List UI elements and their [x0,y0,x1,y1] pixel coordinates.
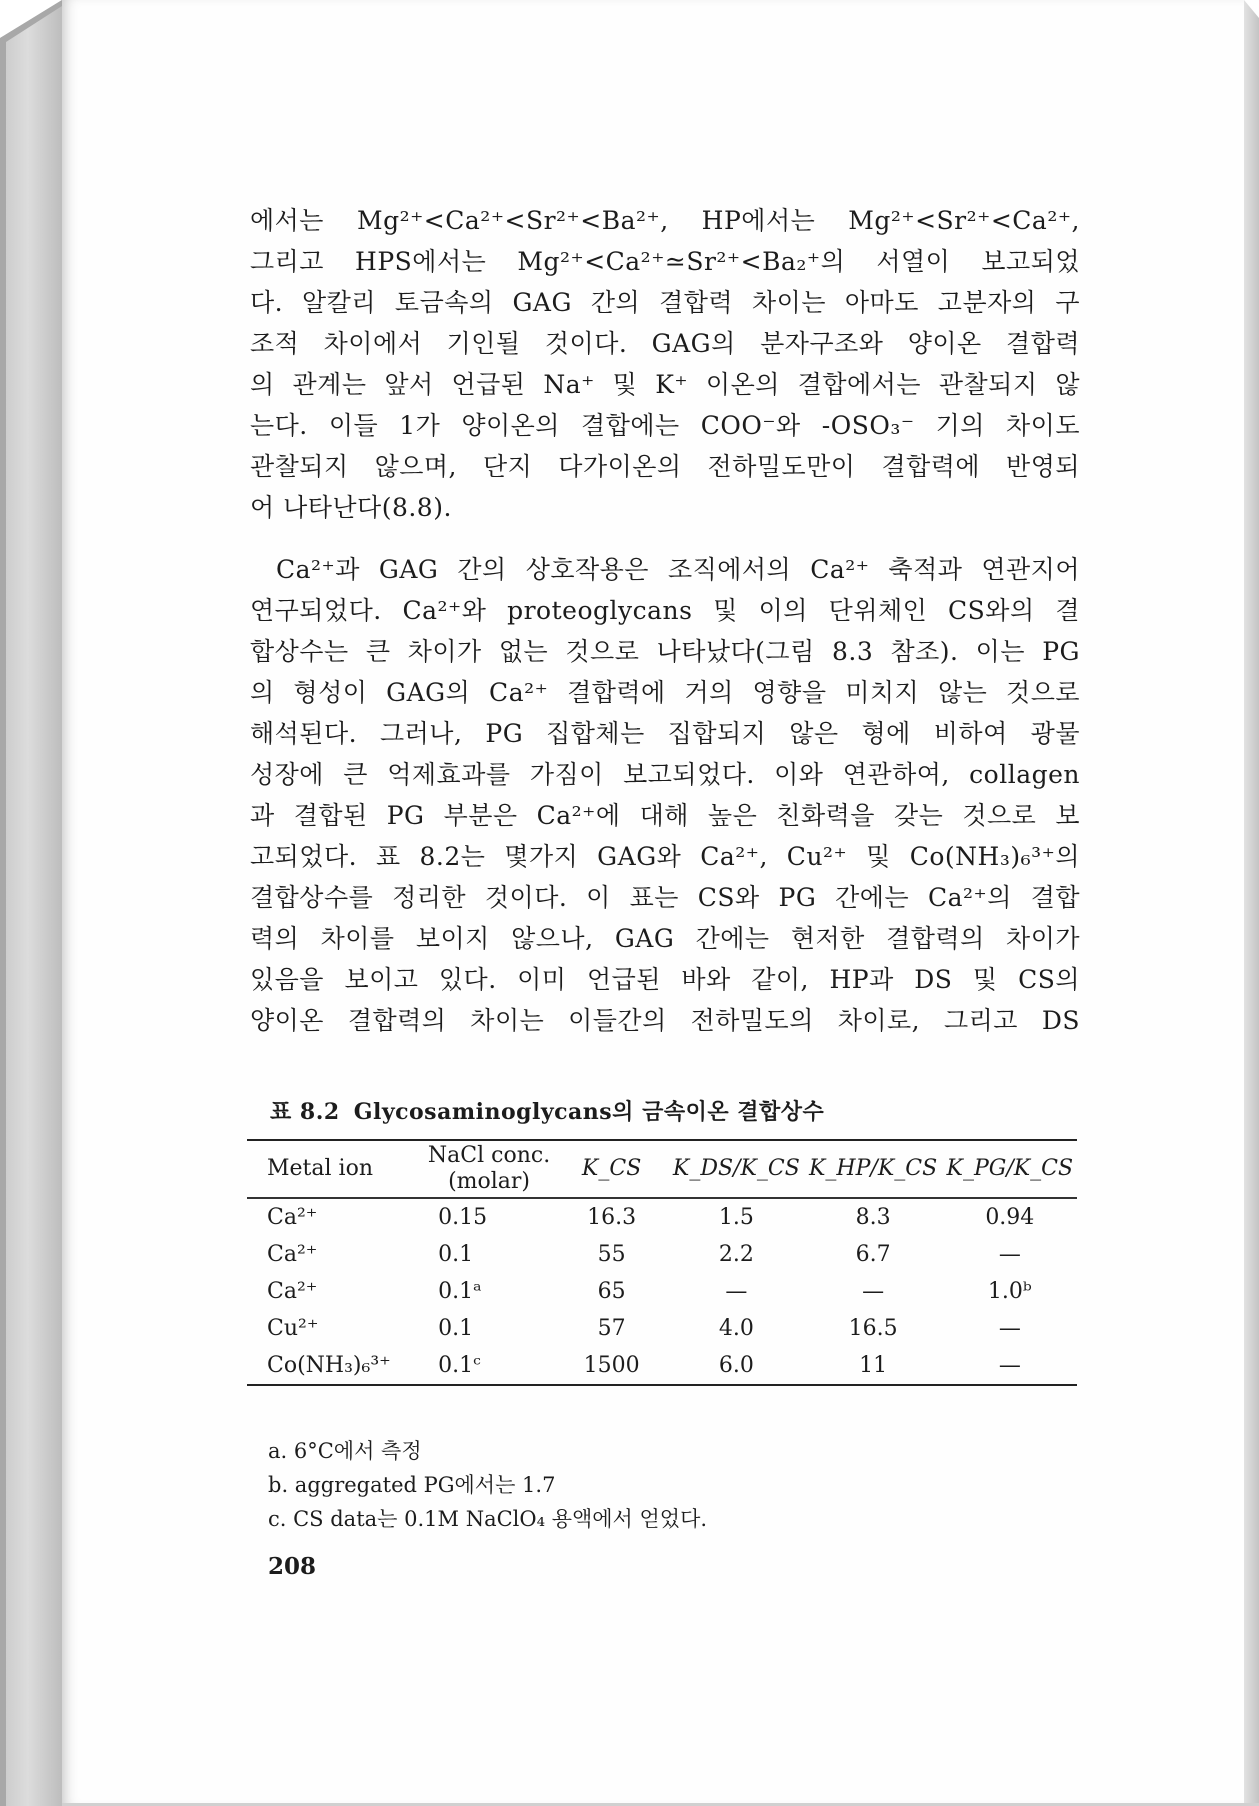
header-metal-ion: Metal ion [267,1156,373,1181]
header-kpg-kcs: K_PG/K_CS [946,1156,1074,1181]
paragraph-2 [250,549,1080,1041]
table-row [247,1199,1077,1236]
cell: 8.3 [855,1204,891,1230]
text-line: 에서는 Mg²⁺<Ca²⁺<Sr²⁺<Ba²⁺, HP에서는 Mg²⁺<Sr²⁺<Ca²⁺, [250,206,1080,235]
table-bottom-rule [247,1384,1077,1386]
text-line: 고되었다. 표 8.2는 몇가지 GAG와 Ca²⁺, Cu²⁺ 및 Co(NH₃)₆³⁺의 [250,842,1080,871]
cell: — [998,1315,1021,1341]
header-kds-kcs: K_DS/K_CS [672,1156,800,1181]
paragraph-1 [250,200,1080,528]
cell: 6.0 [718,1352,754,1378]
cell: 16.3 [587,1204,637,1230]
page-number: 208 [268,1553,317,1580]
cell: 55 [597,1241,626,1267]
cell: 2.2 [718,1241,754,1267]
text-line: 다. 알칼리 토금속의 GAG 간의 결합력 차이는 아마도 고분자의 구 [250,288,1080,317]
cell: — [998,1241,1021,1267]
text-line: 그리고 HPS에서는 Mg²⁺<Ca²⁺≃Sr²⁺<Ba₂⁺의 서열이 보고되었 [250,247,1080,276]
cell: Cu²⁺ [267,1315,319,1341]
cell: — [998,1352,1021,1378]
book-spine [0,0,62,1806]
table-note: b. aggregated PG에서는 1.7 [268,1473,556,1497]
cell: Co(NH₃)₆³⁺ [267,1352,391,1378]
text-line: 의 관계는 앞서 언급된 Na⁺ 및 K⁺ 이온의 결합에서는 관찰되지 않 [250,370,1080,399]
binding-constant-table [247,1139,1077,1386]
cell: 1500 [583,1352,640,1378]
text-line: 어 나타난다(8.8). [250,493,452,522]
text-line: 해석된다. 그러나, PG 집합체는 집합되지 않은 형에 비하여 광물 [250,719,1080,748]
page-right-edge [1244,0,1259,1806]
text-line: 는다. 이들 1가 양이온의 결합에는 COO⁻와 -OSO₃⁻ 기의 차이도 [250,411,1080,440]
table-row [247,1273,1077,1310]
cell: 0.15 [438,1204,488,1230]
cell: 0.1ᵃ [438,1278,482,1304]
text-line: 과 결합된 PG 부분은 Ca²⁺에 대해 높은 친화력을 갖는 것으로 보 [250,801,1080,830]
cell: 65 [597,1278,626,1304]
text-line: 의 형성이 GAG의 Ca²⁺ 결합력에 거의 영향을 미치지 않는 것으로 [250,678,1080,707]
table-row [247,1310,1077,1347]
cell: 57 [597,1315,626,1341]
text-line: 성장에 큰 억제효과를 가짐이 보고되었다. 이와 연관하여, collagen [250,760,1080,789]
table-note: a. 6°C에서 측정 [268,1439,422,1463]
table-row [247,1236,1077,1273]
table-caption [270,1095,824,1126]
table-caption-number: 표 8.2 [270,1099,340,1125]
table-notes [268,1434,707,1536]
text-line: 양이온 결합력의 차이는 이들간의 전하밀도의 차이로, 그리고 DS [250,1006,1080,1035]
table-caption-text: Glycosaminoglycans의 금속이온 결합상수 [353,1099,825,1125]
cell: Ca²⁺ [267,1241,318,1267]
table-row [247,1347,1077,1384]
text-line: Ca²⁺과 GAG 간의 상호작용은 조직에서의 Ca²⁺ 축적과 연관지어 [276,555,1080,584]
cell: 16.5 [848,1315,898,1341]
header-khp-kcs: K_HP/K_CS [809,1156,938,1181]
cell: 1.5 [718,1204,754,1230]
cell: — [725,1278,748,1304]
cell: 0.1 [438,1241,474,1267]
cell: 0.1 [438,1315,474,1341]
cell: 0.1ᶜ [438,1352,481,1378]
text-line: 관찰되지 않으며, 단지 다가이온의 전하밀도만이 결합력에 반영되 [250,452,1080,481]
cell: 0.94 [985,1204,1035,1230]
cell: Ca²⁺ [267,1278,318,1304]
cell: 4.0 [718,1315,754,1341]
cell: 11 [859,1352,888,1378]
text-line: 합상수는 큰 차이가 없는 것으로 나타났다(그림 8.3 참조). 이는 PG [250,637,1080,666]
header-kcs: K_CS [581,1156,642,1181]
cell: — [862,1278,885,1304]
text-line: 조적 차이에서 기인될 것이다. GAG의 분자구조와 양이온 결합력 [250,329,1080,358]
cell: 6.7 [855,1241,891,1267]
table-header-row [247,1141,1077,1197]
text-line: 력의 차이를 보이지 않으나, GAG 간에는 현저한 결합력의 차이가 [250,924,1080,953]
cell: 1.0ᵇ [987,1278,1032,1304]
header-nacl-conc: NaCl conc. (molar) [427,1143,551,1194]
text-line: 연구되었다. Ca²⁺와 proteoglycans 및 이의 단위체인 CS와의 결 [250,596,1080,625]
table-note: c. CS data는 0.1M NaClO₄ 용액에서 얻었다. [268,1507,708,1531]
text-line: 결합상수를 정리한 것이다. 이 표는 CS와 PG 간에는 Ca²⁺의 결합 [250,883,1080,912]
text-line: 있음을 보이고 있다. 이미 언급된 바와 같이, HP과 DS 및 CS의 [250,965,1080,994]
cell: Ca²⁺ [267,1204,318,1230]
